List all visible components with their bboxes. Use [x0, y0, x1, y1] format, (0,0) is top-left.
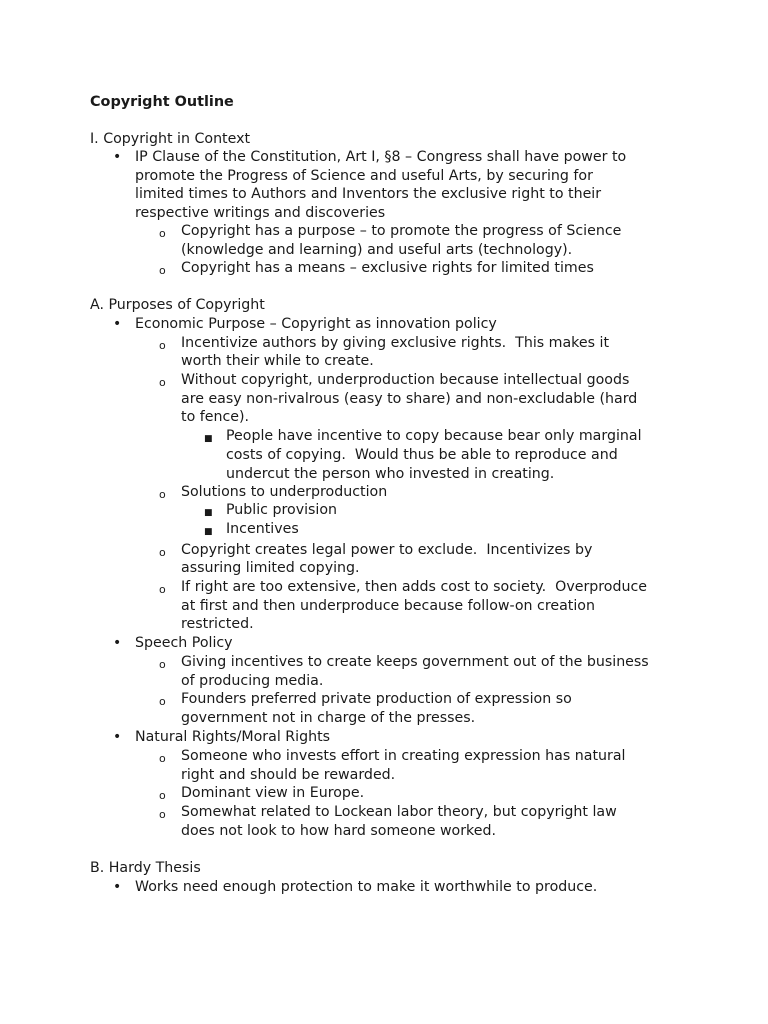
list-item-text: Someone who invests effort in creating expression has natural: [181, 748, 626, 764]
page-title: Copyright Outline: [90, 94, 234, 110]
list-item-text: limited times to Authors and Inventors the exclusive right to their: [135, 186, 602, 202]
list-item-text: Economic Purpose – Copyright as innovation policy: [135, 316, 497, 332]
circle-bullet-icon: o: [159, 583, 166, 596]
list-item-text: government not in charge of the presses.: [181, 710, 476, 726]
list-item-text: Incentives: [226, 521, 299, 537]
circle-bullet-icon: o: [159, 376, 166, 389]
circle-bullet-icon: o: [159, 789, 166, 802]
list-item-text: Giving incentives to create keeps government out of the business: [181, 654, 649, 670]
list-item-text: If right are too extensive, then adds cost to society. Overproduce: [181, 579, 648, 595]
circle-bullet-icon: o: [159, 752, 166, 765]
list-item-text: Dominant view in Europe.: [181, 785, 365, 801]
section-heading: A. Purposes of Copyright: [90, 297, 265, 313]
list-item-text: Copyright has a purpose – to promote the progress of Science: [181, 223, 622, 239]
square-bullet-icon: ■: [204, 527, 213, 537]
list-item-text: Speech Policy: [135, 635, 233, 651]
list-item-text: right and should be rewarded.: [181, 767, 396, 783]
list-item-text: costs of copying. Would thus be able to reproduce and: [226, 447, 618, 463]
disc-bullet-icon: •: [113, 149, 122, 165]
list-item-text: are easy non-rivalrous (easy to share) and non-excludable (hard: [181, 391, 638, 407]
section-heading: I. Copyright in Context: [90, 131, 251, 147]
list-item-text: does not look to how hard someone worked.: [181, 823, 497, 839]
section-heading: B. Hardy Thesis: [90, 860, 201, 876]
list-item-text: Copyright has a means – exclusive rights for limited times: [181, 260, 594, 276]
list-item-text: Incentivize authors by giving exclusive rights. This makes it: [181, 335, 610, 351]
disc-bullet-icon: •: [113, 879, 122, 895]
disc-bullet-icon: •: [113, 729, 122, 745]
list-item-text: promote the Progress of Science and useful Arts, by securing for: [135, 168, 593, 184]
disc-bullet-icon: •: [113, 635, 122, 651]
square-bullet-icon: ■: [204, 508, 213, 518]
list-item-text: IP Clause of the Constitution, Art I, §8 – Congress shall have power to: [135, 149, 627, 165]
list-item-text: undercut the person who invested in creating.: [226, 466, 555, 482]
circle-bullet-icon: o: [159, 227, 166, 240]
list-item-text: Solutions to underproduction: [181, 484, 388, 500]
list-item-text: Works need enough protection to make it worthwhile to produce.: [135, 879, 598, 895]
disc-bullet-icon: •: [113, 316, 122, 332]
list-item-text: Natural Rights/Moral Rights: [135, 729, 331, 745]
list-item-text: People have incentive to copy because bear only marginal: [226, 428, 642, 444]
list-item-text: assuring limited copying.: [181, 560, 360, 576]
circle-bullet-icon: o: [159, 546, 166, 559]
list-item-text: of producing media.: [181, 673, 324, 689]
circle-bullet-icon: o: [159, 658, 166, 671]
list-item-text: restricted.: [181, 616, 254, 632]
circle-bullet-icon: o: [159, 488, 166, 501]
list-item-text: respective writings and discoveries: [135, 205, 386, 221]
list-item-text: Public provision: [226, 502, 338, 518]
list-item-text: Without copyright, underproduction because intellectual goods: [181, 372, 630, 388]
list-item-text: Founders preferred private production of expression so: [181, 691, 572, 707]
list-item-text: Somewhat related to Lockean labor theory, but copyright law: [181, 804, 617, 820]
list-item-text: to fence).: [181, 409, 250, 425]
circle-bullet-icon: o: [159, 695, 166, 708]
list-item-text: Copyright creates legal power to exclude. Incentivizes by: [181, 542, 593, 558]
circle-bullet-icon: o: [159, 264, 166, 277]
circle-bullet-icon: o: [159, 339, 166, 352]
circle-bullet-icon: o: [159, 808, 166, 821]
list-item-text: worth their while to create.: [181, 353, 374, 369]
list-item-text: (knowledge and learning) and useful arts (technology).: [181, 242, 573, 258]
square-bullet-icon: ■: [204, 434, 213, 444]
list-item-text: at first and then underproduce because follow-on creation: [181, 598, 595, 614]
